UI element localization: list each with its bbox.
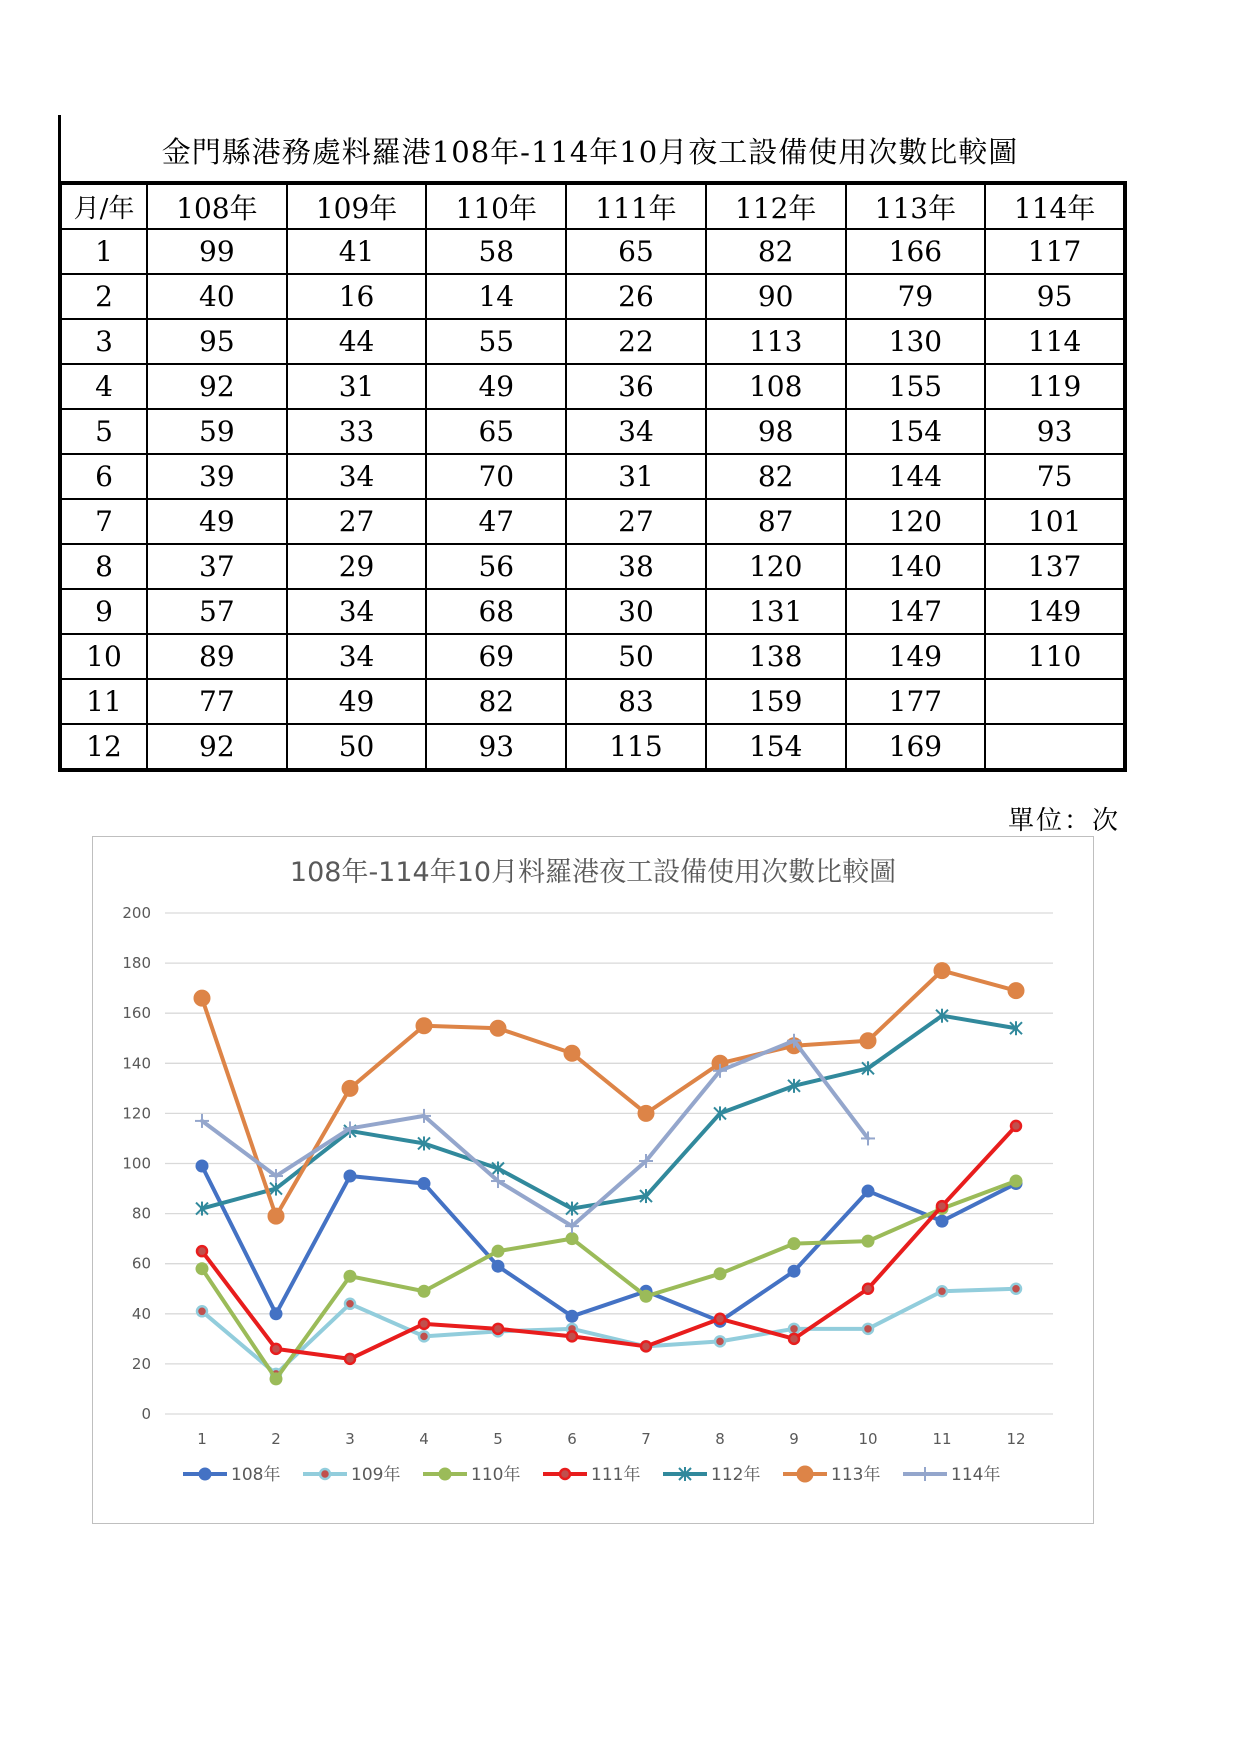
table-column-header: 110年 xyxy=(426,183,566,229)
data-point xyxy=(566,1233,578,1245)
data-point xyxy=(934,963,950,979)
data-point xyxy=(714,1268,726,1280)
table-column-header: 109年 xyxy=(287,183,427,229)
data-point xyxy=(268,1208,284,1224)
table-cell: 93 xyxy=(426,724,566,770)
legend-marker xyxy=(918,1467,932,1481)
y-tick-label: 180 xyxy=(122,954,151,973)
table-month-cell: 10 xyxy=(60,634,147,679)
data-point xyxy=(567,1331,577,1341)
table-row xyxy=(60,409,1125,454)
legend-label: 112年 xyxy=(711,1465,761,1485)
table-cell: 101 xyxy=(985,499,1125,544)
table-cell: 154 xyxy=(706,724,846,770)
table-cell: 115 xyxy=(566,724,706,770)
table-cell: 49 xyxy=(287,679,427,724)
data-point xyxy=(863,1324,873,1334)
table-cell: 119 xyxy=(985,364,1125,409)
data-point xyxy=(197,1246,207,1256)
data-point xyxy=(196,1160,208,1172)
legend-marker xyxy=(320,1469,330,1479)
table-cell: 77 xyxy=(147,679,287,724)
table-cell: 108 xyxy=(706,364,846,409)
table-cell: 140 xyxy=(846,544,986,589)
chart-title: 108年-114年10月料羅港夜工設備使用次數比較圖 xyxy=(289,857,897,888)
unit-label: 單位：次 xyxy=(1007,806,1120,836)
data-point xyxy=(937,1201,947,1211)
table-cell: 14 xyxy=(426,274,566,319)
table-cell: 99 xyxy=(147,229,287,274)
table-row xyxy=(60,679,1125,724)
table-cell: 27 xyxy=(287,499,427,544)
data-point xyxy=(270,1373,282,1385)
legend-label: 114年 xyxy=(951,1465,1001,1485)
legend-marker xyxy=(199,1468,211,1480)
data-point xyxy=(493,1324,503,1334)
legend-label: 108年 xyxy=(231,1465,281,1485)
series-line-109年 xyxy=(202,1289,1016,1374)
series-line-114年 xyxy=(202,1041,868,1226)
table-month-cell: 6 xyxy=(60,454,147,499)
data-point xyxy=(566,1310,578,1322)
data-point xyxy=(789,1334,799,1344)
table-column-header: 108年 xyxy=(147,183,287,229)
table-cell: 98 xyxy=(706,409,846,454)
data-point xyxy=(492,1260,504,1272)
table-cell: 92 xyxy=(147,364,287,409)
table-cell: 44 xyxy=(287,319,427,364)
table-month-cell: 9 xyxy=(60,589,147,634)
table-cell: 89 xyxy=(147,634,287,679)
line-chart xyxy=(93,837,1093,1523)
table-corner-header: 月/年 xyxy=(60,183,147,229)
table-cell: 82 xyxy=(706,229,846,274)
x-tick-label: 3 xyxy=(345,1430,355,1448)
table-cell: 130 xyxy=(846,319,986,364)
table-column-header: 114年 xyxy=(985,183,1125,229)
data-point xyxy=(344,1170,356,1182)
y-tick-label: 140 xyxy=(122,1054,151,1073)
table-row xyxy=(60,319,1125,364)
table-cell: 95 xyxy=(985,274,1125,319)
y-tick-label: 120 xyxy=(122,1104,151,1123)
data-point xyxy=(862,1185,874,1197)
table-header-row xyxy=(60,183,1125,229)
table-month-cell: 2 xyxy=(60,274,147,319)
table-cell: 49 xyxy=(147,499,287,544)
data-point xyxy=(490,1020,506,1036)
legend-label: 109年 xyxy=(351,1465,401,1485)
data-point xyxy=(788,1238,800,1250)
table-cell: 70 xyxy=(426,454,566,499)
table-cell: 147 xyxy=(846,589,986,634)
table-cell: 16 xyxy=(287,274,427,319)
data-point xyxy=(1011,1121,1021,1131)
table-cell: 120 xyxy=(846,499,986,544)
legend-label: 110年 xyxy=(471,1465,521,1485)
table-cell: 110 xyxy=(985,634,1125,679)
y-tick-label: 0 xyxy=(141,1405,151,1423)
table-cell: 31 xyxy=(566,454,706,499)
table-row xyxy=(60,634,1125,679)
table-cell: 120 xyxy=(706,544,846,589)
y-tick-label: 40 xyxy=(131,1304,151,1323)
table-month-cell: 1 xyxy=(60,229,147,274)
table-cell: 30 xyxy=(566,589,706,634)
table-month-cell: 12 xyxy=(60,724,147,770)
table-cell: 59 xyxy=(147,409,287,454)
data-point xyxy=(715,1336,725,1346)
y-tick-label: 80 xyxy=(131,1204,151,1223)
table-cell: 90 xyxy=(706,274,846,319)
table-cell: 37 xyxy=(147,544,287,589)
table-cell xyxy=(985,724,1125,770)
data-point xyxy=(344,1270,356,1282)
table-cell: 155 xyxy=(846,364,986,409)
table-cell: 56 xyxy=(426,544,566,589)
data-point xyxy=(271,1344,281,1354)
table-cell: 57 xyxy=(147,589,287,634)
table-cell: 82 xyxy=(706,454,846,499)
chart-frame xyxy=(92,836,1094,1524)
legend-label: 113年 xyxy=(831,1465,881,1485)
table-cell: 40 xyxy=(147,274,287,319)
table-cell: 34 xyxy=(566,409,706,454)
document-title: 金門縣港務處料羅港108年-114年10月夜工設備使用次數比較圖 xyxy=(161,135,1019,169)
data-point xyxy=(789,1324,799,1334)
table-row xyxy=(60,724,1125,770)
data-point xyxy=(638,1105,654,1121)
data-point xyxy=(1010,1175,1022,1187)
left-rule xyxy=(58,115,61,183)
data-point xyxy=(197,1306,207,1316)
y-tick-label: 60 xyxy=(131,1254,151,1273)
data-point xyxy=(419,1331,429,1341)
table-cell: 39 xyxy=(147,454,287,499)
table-cell: 113 xyxy=(706,319,846,364)
table-cell: 82 xyxy=(426,679,566,724)
table-cell: 117 xyxy=(985,229,1125,274)
data-point xyxy=(196,1263,208,1275)
x-tick-label: 12 xyxy=(1006,1430,1026,1448)
table-cell: 114 xyxy=(985,319,1125,364)
table-cell: 149 xyxy=(846,634,986,679)
y-tick-label: 160 xyxy=(122,1004,151,1023)
table-cell: 27 xyxy=(566,499,706,544)
x-tick-label: 8 xyxy=(715,1430,725,1448)
legend-marker xyxy=(797,1466,813,1482)
table-cell: 144 xyxy=(846,454,986,499)
table-month-cell: 8 xyxy=(60,544,147,589)
table-cell xyxy=(985,679,1125,724)
y-tick-label: 200 xyxy=(122,904,151,922)
x-tick-label: 10 xyxy=(858,1430,878,1448)
table-cell: 50 xyxy=(566,634,706,679)
series-line-112年 xyxy=(202,1016,1016,1209)
table-cell: 34 xyxy=(287,454,427,499)
data-point xyxy=(937,1286,947,1296)
table-month-cell: 11 xyxy=(60,679,147,724)
table-cell: 31 xyxy=(287,364,427,409)
x-tick-label: 11 xyxy=(932,1430,952,1448)
table-cell: 95 xyxy=(147,319,287,364)
table-column-header: 111年 xyxy=(566,183,706,229)
table-cell: 34 xyxy=(287,634,427,679)
table-cell: 87 xyxy=(706,499,846,544)
table-month-cell: 4 xyxy=(60,364,147,409)
data-point xyxy=(270,1308,282,1320)
legend-label: 111年 xyxy=(591,1465,641,1485)
data-point xyxy=(863,1284,873,1294)
data-point xyxy=(1011,1284,1021,1294)
table-cell: 93 xyxy=(985,409,1125,454)
table-cell: 83 xyxy=(566,679,706,724)
table-row xyxy=(60,544,1125,589)
table-cell: 33 xyxy=(287,409,427,454)
data-point xyxy=(418,1285,430,1297)
table-cell: 169 xyxy=(846,724,986,770)
data-point xyxy=(345,1354,355,1364)
table-cell: 49 xyxy=(426,364,566,409)
data-point xyxy=(788,1265,800,1277)
series-line-110年 xyxy=(202,1181,1016,1379)
table-cell: 92 xyxy=(147,724,287,770)
x-tick-label: 9 xyxy=(789,1430,799,1448)
table-row xyxy=(60,274,1125,319)
table-column-header: 112年 xyxy=(706,183,846,229)
data-point xyxy=(492,1245,504,1257)
table-body xyxy=(60,229,1125,770)
data-point xyxy=(715,1314,725,1324)
data-point xyxy=(1008,983,1024,999)
table-cell: 79 xyxy=(846,274,986,319)
table-cell: 149 xyxy=(985,589,1125,634)
table-cell: 177 xyxy=(846,679,986,724)
table-cell: 166 xyxy=(846,229,986,274)
table-cell: 58 xyxy=(426,229,566,274)
table-cell: 34 xyxy=(287,589,427,634)
y-tick-label: 100 xyxy=(122,1154,151,1173)
table-row xyxy=(60,454,1125,499)
table-cell: 38 xyxy=(566,544,706,589)
x-tick-label: 6 xyxy=(567,1430,577,1448)
table-cell: 137 xyxy=(985,544,1125,589)
x-tick-label: 5 xyxy=(493,1430,503,1448)
data-point xyxy=(419,1319,429,1329)
table-cell: 41 xyxy=(287,229,427,274)
data-point xyxy=(564,1045,580,1061)
legend-marker xyxy=(560,1469,570,1479)
table-row xyxy=(60,229,1125,274)
table-cell: 69 xyxy=(426,634,566,679)
table-cell: 154 xyxy=(846,409,986,454)
table-row xyxy=(60,589,1125,634)
table-cell: 50 xyxy=(287,724,427,770)
x-tick-label: 4 xyxy=(419,1430,429,1448)
table-cell: 75 xyxy=(985,454,1125,499)
y-tick-label: 20 xyxy=(131,1354,151,1373)
legend-marker xyxy=(439,1468,451,1480)
table-cell: 65 xyxy=(566,229,706,274)
table-cell: 55 xyxy=(426,319,566,364)
data-table xyxy=(58,181,1127,772)
table-cell: 29 xyxy=(287,544,427,589)
data-point xyxy=(936,1215,948,1227)
series-line-111年 xyxy=(202,1126,1016,1359)
table-cell: 159 xyxy=(706,679,846,724)
data-point xyxy=(416,1018,432,1034)
x-tick-label: 7 xyxy=(641,1430,651,1448)
series-line-113年 xyxy=(202,971,1016,1216)
data-point xyxy=(860,1033,876,1049)
table-row xyxy=(60,499,1125,544)
x-tick-label: 1 xyxy=(197,1430,207,1448)
table-cell: 47 xyxy=(426,499,566,544)
table-month-cell: 5 xyxy=(60,409,147,454)
table-month-cell: 3 xyxy=(60,319,147,364)
series-line-108年 xyxy=(202,1166,1016,1321)
table-cell: 22 xyxy=(566,319,706,364)
x-tick-label: 2 xyxy=(271,1430,281,1448)
table-cell: 138 xyxy=(706,634,846,679)
table-row xyxy=(60,364,1125,409)
table-cell: 26 xyxy=(566,274,706,319)
table-cell: 65 xyxy=(426,409,566,454)
table-cell: 131 xyxy=(706,589,846,634)
table-month-cell: 7 xyxy=(60,499,147,544)
data-point xyxy=(345,1299,355,1309)
data-point xyxy=(418,1178,430,1190)
data-point xyxy=(640,1290,652,1302)
data-point xyxy=(641,1341,651,1351)
data-point xyxy=(862,1235,874,1247)
data-point xyxy=(342,1080,358,1096)
table-cell: 36 xyxy=(566,364,706,409)
table-column-header: 113年 xyxy=(846,183,986,229)
data-point xyxy=(194,990,210,1006)
table-cell: 68 xyxy=(426,589,566,634)
